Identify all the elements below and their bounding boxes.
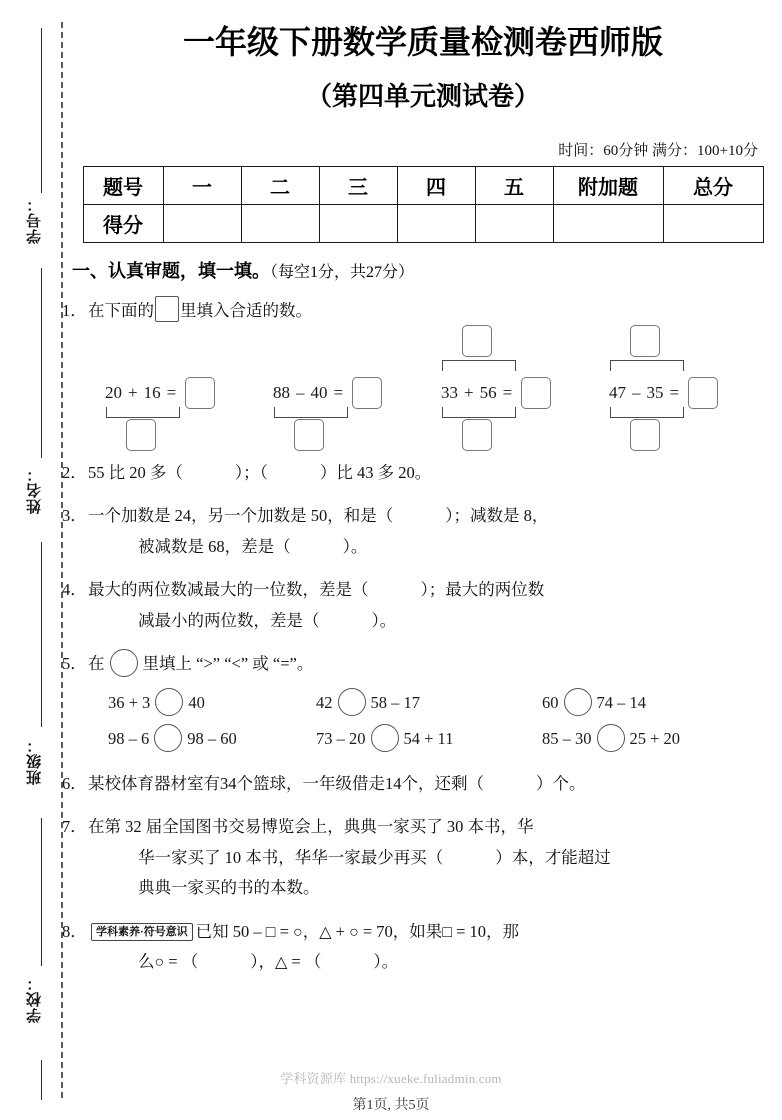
question-6-number: 6． (62, 773, 87, 793)
table-row-header (83, 167, 763, 205)
title-block (64, 0, 782, 113)
score-cell-1[interactable] (163, 205, 241, 243)
compare-item-4-left: 98 – 6 (108, 728, 150, 748)
score-cell-2[interactable] (241, 205, 319, 243)
compare-item-3-left: 60 (542, 692, 559, 712)
compare-item-2 (316, 688, 542, 716)
compare-circle-5[interactable] (371, 724, 399, 752)
compare-circle-3[interactable] (564, 688, 592, 716)
question-4-text-c: 减最小的两位数，差是（ (138, 610, 320, 630)
question-1-text-a: 在下面的 (88, 301, 154, 320)
equation-group-2 (272, 333, 440, 445)
question-7-line-3: 典典一家买的书的本数。 (138, 878, 320, 898)
score-table-header-4: 四 (397, 167, 475, 205)
question-4 (64, 575, 782, 636)
compare-circle-4[interactable] (154, 724, 182, 752)
equation-1-core (104, 377, 215, 409)
question-8-line-2 (88, 947, 782, 978)
exam-sheet (64, 0, 782, 1120)
score-table-header-5: 五 (475, 167, 553, 205)
question-1-number: 1． (62, 301, 87, 320)
compare-row-1 (108, 684, 782, 720)
question-2-line (88, 463, 431, 482)
score-table-header-1: 一 (163, 167, 241, 205)
question-6-line (88, 774, 586, 793)
question-7-text-a: 华一家买了 10 本书，华华一家最少再买（ (138, 847, 444, 867)
score-cell-3[interactable] (319, 205, 397, 243)
question-8-text-h: = （ (164, 952, 199, 972)
question-3-text-c: 被减数是 68，差是（ (138, 536, 291, 556)
compare-item-4-right: 98 – 60 (187, 728, 237, 748)
score-table-header-2: 二 (241, 167, 319, 205)
question-6-text-a: 某校体育器材室有34个篮球，一年级借走14个，还剩（ (88, 773, 484, 793)
triangle-symbol-1: △ (319, 923, 332, 941)
score-row-label: 得分 (83, 205, 163, 243)
compare-item-5-left: 73 – 20 (316, 728, 366, 748)
question-3 (64, 501, 782, 562)
equation-3-right: 56 (479, 382, 497, 402)
margin-rule-4 (41, 818, 42, 966)
score-cell-4[interactable] (397, 205, 475, 243)
question-4-line-2 (88, 606, 782, 637)
score-table-header-0: 题号 (83, 167, 163, 205)
question-5-inline-circle[interactable] (110, 649, 138, 677)
compare-item-6-left: 85 – 30 (542, 728, 592, 748)
question-8-text-e: = 70，如果 (358, 921, 443, 941)
section-heading-1 (64, 257, 782, 283)
equation-4-equals: = (669, 382, 680, 402)
compare-row-2 (108, 720, 782, 756)
compare-item-3 (542, 688, 752, 716)
compare-item-6-right: 25 + 20 (629, 728, 681, 748)
score-table-header-6: 附加题 (553, 167, 663, 205)
question-3-text-a: 一个加数是 24，另一个加数是 50，和是（ (88, 506, 394, 526)
question-5-text-a: 在 (88, 654, 105, 674)
question-8-text-j: = （ (287, 952, 322, 972)
question-7-line-2 (88, 843, 782, 874)
question-2-text-b: ）；（ (234, 462, 268, 482)
question-3-number: 3． (62, 506, 87, 526)
equation-3-core (440, 377, 551, 409)
section-heading-1-text: 一、认真审题，填一填。 (72, 261, 270, 281)
bracket-above-3 (442, 360, 516, 371)
score-cell-extra[interactable] (553, 205, 663, 243)
question-4-text-d: ）。 (371, 610, 397, 630)
equation-4-left: 47 (609, 382, 626, 402)
question-5-compare-grid (64, 684, 782, 756)
question-3-line-2 (88, 532, 782, 563)
compare-circle-2[interactable] (338, 688, 366, 716)
compare-item-1 (108, 688, 316, 716)
question-2-number: 2． (62, 462, 87, 482)
question-2-text-c: ）比 43 多 20。 (319, 462, 432, 482)
answer-box-below-4[interactable] (630, 419, 660, 451)
equation-3-op: + (464, 382, 474, 402)
circle-symbol-1: ○ (293, 923, 303, 941)
question-6 (64, 769, 782, 800)
question-5-number: 5． (62, 654, 87, 674)
question-8-number: 8． (62, 921, 87, 941)
question-7-number: 7． (62, 817, 87, 837)
equation-group-3 (440, 333, 608, 445)
equation-2-equals: = (333, 382, 344, 402)
section-heading-1-points: （每空1分，共27分） (270, 264, 415, 281)
square-symbol-1: □ (265, 923, 276, 941)
compare-circle-6[interactable] (597, 724, 625, 752)
margin-label-school: 学校： (27, 975, 43, 1023)
question-1 (64, 296, 782, 327)
margin-label-name: 姓名： (27, 466, 43, 514)
question-3-text-b: ）；减数是 8， (445, 506, 549, 526)
equation-2-op: – (296, 382, 305, 402)
question-8-text-c: ， (302, 921, 320, 941)
score-cell-5[interactable] (475, 205, 553, 243)
equation-2-core (272, 377, 382, 409)
equation-1-right: 16 (143, 382, 161, 402)
compare-item-6 (542, 724, 752, 752)
question-6-text-b: ）个。 (536, 773, 586, 793)
left-margin-rail (0, 0, 64, 1120)
question-7 (64, 812, 782, 904)
compare-item-1-left: 36 + 3 (108, 692, 151, 712)
question-5 (64, 649, 782, 680)
triangle-symbol-2: △ (274, 954, 288, 972)
equation-2-left: 88 (273, 382, 290, 402)
equation-group-1 (104, 333, 272, 445)
answer-box-above-3[interactable] (462, 325, 492, 357)
footer-watermark: 学科资源库 https://xueke.fuliadmin.com (280, 1071, 502, 1086)
table-row-score (83, 205, 763, 243)
equation-group-4 (608, 333, 776, 445)
page-title: 一年级下册数学质量检测卷西师版 (182, 24, 663, 60)
answer-box-above-4[interactable] (630, 325, 660, 357)
equation-4-right: 35 (646, 382, 664, 402)
compare-item-4 (108, 724, 316, 752)
question-8-text-k: ）。 (373, 952, 399, 972)
answer-box-below-1[interactable] (126, 419, 156, 451)
question-4-text-a: 最大的两位数减最大的一位数，差是（ (88, 580, 369, 600)
answer-box-result-2[interactable] (352, 377, 382, 409)
compare-item-2-left: 42 (316, 692, 333, 712)
question-3-text-d: ）。 (342, 536, 368, 556)
compare-item-5-right: 54 + 11 (403, 728, 454, 748)
bracket-above-4 (610, 360, 684, 371)
equation-4-op: – (632, 382, 641, 402)
page-subtitle: （第四单元测试卷） (305, 82, 540, 111)
answer-box-below-3[interactable] (462, 419, 492, 451)
question-1-equation-row (64, 333, 782, 445)
question-8-text-a: 已知 50 – (195, 921, 266, 941)
margin-rule-2 (41, 268, 42, 458)
question-4-line-1 (88, 580, 544, 599)
score-table (83, 166, 764, 243)
question-4-number: 4． (62, 580, 87, 600)
question-7-line-1: 在第 32 届全国图书交易博览会上，典典一家买了 30 本书，华 (88, 817, 534, 837)
question-8 (64, 917, 782, 978)
margin-rule-1 (41, 28, 42, 193)
question-7-text-b: ）本，才能超过 (495, 847, 611, 867)
equation-1-left: 20 (105, 382, 122, 402)
margin-label-student-id: 学号： (27, 196, 43, 244)
score-table-header-7: 总分 (663, 167, 763, 205)
equation-1-op: + (128, 382, 138, 402)
question-8-text-d: + (331, 921, 350, 941)
footer-page-number: 第1页, 共5页 (352, 1098, 430, 1113)
question-8-text-b: = (275, 921, 294, 941)
equation-3-left: 33 (441, 382, 458, 402)
question-5-text-b: 里填上 “>” “<” 或 “=”。 (142, 654, 314, 674)
equation-2-right: 40 (310, 382, 328, 402)
compare-item-1-right: 40 (188, 692, 205, 712)
answer-box-result-4[interactable] (688, 377, 718, 409)
question-2 (64, 458, 782, 489)
compare-item-5 (316, 724, 542, 752)
answer-box-below-2[interactable] (294, 419, 324, 451)
question-1-inline-box[interactable] (155, 296, 179, 322)
equation-1-equals: = (166, 382, 177, 402)
score-cell-total[interactable] (663, 205, 763, 243)
question-8-text-f: = 10，那 (451, 921, 520, 941)
answer-box-result-1[interactable] (185, 377, 215, 409)
score-table-header-3: 三 (319, 167, 397, 205)
margin-label-class: 班级： (27, 737, 43, 785)
compare-item-2-right: 58 – 17 (370, 692, 420, 712)
question-1-text-b: 里填入合适的数。 (180, 301, 312, 320)
question-8-text-i: ）， (250, 952, 275, 972)
question-4-text-b: ）；最大的两位数 (420, 580, 545, 600)
circle-symbol-3: ○ (154, 954, 165, 972)
question-8-line-1 (196, 922, 519, 941)
question-8-text-g: 么 (138, 952, 155, 972)
equation-4-core (608, 377, 718, 409)
competency-badge: 学科素养·符号意识 (91, 923, 193, 941)
margin-rule-3 (41, 542, 42, 727)
question-2-text-a: 55 比 20 多（ (88, 462, 183, 482)
answer-box-result-3[interactable] (521, 377, 551, 409)
equation-3-equals: = (502, 382, 513, 402)
compare-item-3-right: 74 – 14 (596, 692, 646, 712)
compare-circle-1[interactable] (155, 688, 183, 716)
exam-meta-line: 时间：60分钟 满分：100+10分 (558, 143, 758, 159)
circle-symbol-2: ○ (349, 923, 359, 941)
square-symbol-2: □ (442, 923, 452, 941)
question-3-line-1 (88, 506, 548, 525)
